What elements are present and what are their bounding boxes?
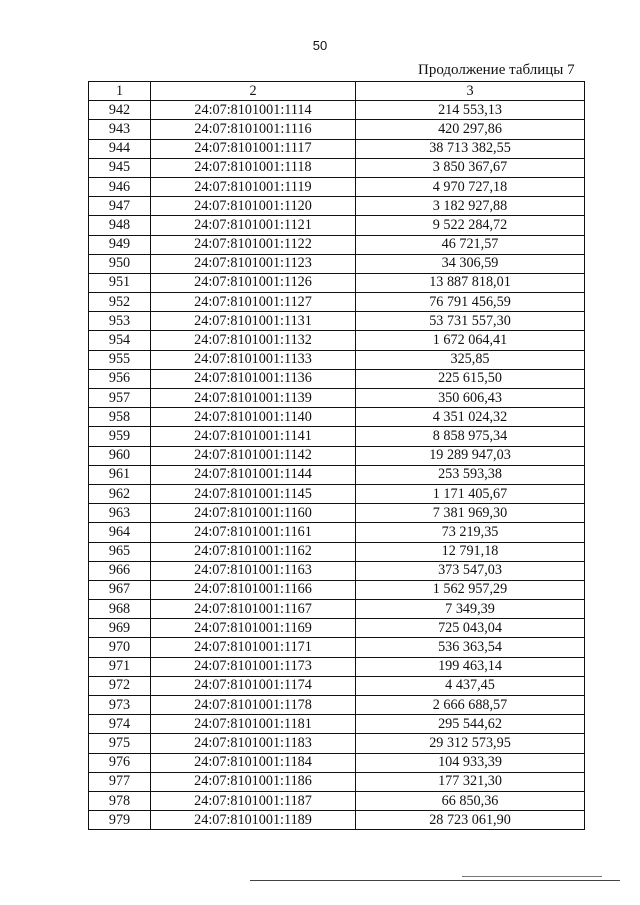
table-row <box>89 350 585 369</box>
value-cell: 7 349,39 <box>356 600 585 619</box>
table-caption: Продолжение таблицы 7 <box>418 62 575 78</box>
row-number-cell: 977 <box>89 772 151 791</box>
table-row <box>89 504 585 523</box>
table-row <box>89 561 585 580</box>
header-col-2: 2 <box>151 82 356 101</box>
row-number-cell: 967 <box>89 580 151 599</box>
value-cell: 3 182 927,88 <box>356 197 585 216</box>
cadastral-number-cell: 24:07:8101001:1161 <box>151 523 356 542</box>
value-cell: 34 306,59 <box>356 254 585 273</box>
table-row <box>89 484 585 503</box>
row-number-cell: 974 <box>89 715 151 734</box>
value-cell: 4 437,45 <box>356 676 585 695</box>
table-row <box>89 312 585 331</box>
value-cell: 325,85 <box>356 350 585 369</box>
table-row <box>89 791 585 810</box>
cadastral-number-cell: 24:07:8101001:1166 <box>151 580 356 599</box>
table-row <box>89 120 585 139</box>
row-number-cell: 947 <box>89 197 151 216</box>
cadastral-number-cell: 24:07:8101001:1122 <box>151 235 356 254</box>
value-cell: 28 723 061,90 <box>356 811 585 830</box>
value-cell: 1 672 064,41 <box>356 331 585 350</box>
value-cell: 2 666 688,57 <box>356 696 585 715</box>
cadastral-number-cell: 24:07:8101001:1184 <box>151 753 356 772</box>
value-cell: 225 615,50 <box>356 369 585 388</box>
value-cell: 8 858 975,34 <box>356 427 585 446</box>
table-row <box>89 657 585 676</box>
row-number-cell: 978 <box>89 791 151 810</box>
table-row <box>89 389 585 408</box>
cadastral-number-cell: 24:07:8101001:1142 <box>151 446 356 465</box>
row-number-cell: 965 <box>89 542 151 561</box>
row-number-cell: 949 <box>89 235 151 254</box>
header-col-1: 1 <box>89 82 151 101</box>
row-number-cell: 964 <box>89 523 151 542</box>
cadastral-number-cell: 24:07:8101001:1189 <box>151 811 356 830</box>
row-number-cell: 969 <box>89 619 151 638</box>
table-row <box>89 273 585 292</box>
row-number-cell: 961 <box>89 465 151 484</box>
table-header <box>89 82 585 101</box>
value-cell: 76 791 456,59 <box>356 293 585 312</box>
value-cell: 12 791,18 <box>356 542 585 561</box>
cadastral-number-cell: 24:07:8101001:1114 <box>151 101 356 120</box>
cadastral-number-cell: 24:07:8101001:1127 <box>151 293 356 312</box>
cadastral-number-cell: 24:07:8101001:1116 <box>151 120 356 139</box>
row-number-cell: 970 <box>89 638 151 657</box>
row-number-cell: 966 <box>89 561 151 580</box>
cadastral-number-cell: 24:07:8101001:1171 <box>151 638 356 657</box>
cadastral-number-cell: 24:07:8101001:1119 <box>151 177 356 196</box>
cadastral-number-cell: 24:07:8101001:1117 <box>151 139 356 158</box>
value-cell: 38 713 382,55 <box>356 139 585 158</box>
value-cell: 53 731 557,30 <box>356 312 585 331</box>
cadastral-number-cell: 24:07:8101001:1174 <box>151 676 356 695</box>
row-number-cell: 958 <box>89 408 151 427</box>
row-number-cell: 979 <box>89 811 151 830</box>
table-row <box>89 772 585 791</box>
table-row <box>89 293 585 312</box>
row-number-cell: 972 <box>89 676 151 695</box>
table-row <box>89 331 585 350</box>
table-row <box>89 177 585 196</box>
value-cell: 4 970 727,18 <box>356 177 585 196</box>
cadastral-number-cell: 24:07:8101001:1136 <box>151 369 356 388</box>
row-number-cell: 971 <box>89 657 151 676</box>
value-cell: 7 381 969,30 <box>356 504 585 523</box>
row-number-cell: 954 <box>89 331 151 350</box>
row-number-cell: 948 <box>89 216 151 235</box>
value-cell: 420 297,86 <box>356 120 585 139</box>
cadastral-number-cell: 24:07:8101001:1163 <box>151 561 356 580</box>
cadastral-number-cell: 24:07:8101001:1162 <box>151 542 356 561</box>
value-cell: 104 933,39 <box>356 753 585 772</box>
cadastral-number-cell: 24:07:8101001:1178 <box>151 696 356 715</box>
value-cell: 199 463,14 <box>356 657 585 676</box>
value-cell: 1 171 405,67 <box>356 484 585 503</box>
table-row <box>89 542 585 561</box>
cadastral-number-cell: 24:07:8101001:1186 <box>151 772 356 791</box>
row-number-cell: 950 <box>89 254 151 273</box>
cadastral-number-cell: 24:07:8101001:1118 <box>151 158 356 177</box>
value-cell: 725 043,04 <box>356 619 585 638</box>
cadastral-number-cell: 24:07:8101001:1133 <box>151 350 356 369</box>
table-row <box>89 197 585 216</box>
cadastral-number-cell: 24:07:8101001:1131 <box>151 312 356 331</box>
value-cell: 295 544,62 <box>356 715 585 734</box>
table-row <box>89 734 585 753</box>
row-number-cell: 962 <box>89 484 151 503</box>
cadastral-number-cell: 24:07:8101001:1126 <box>151 273 356 292</box>
row-number-cell: 959 <box>89 427 151 446</box>
table-row <box>89 638 585 657</box>
value-cell: 9 522 284,72 <box>356 216 585 235</box>
table-row <box>89 619 585 638</box>
value-cell: 3 850 367,67 <box>356 158 585 177</box>
table-row <box>89 753 585 772</box>
cadastral-number-cell: 24:07:8101001:1187 <box>151 791 356 810</box>
value-cell: 46 721,57 <box>356 235 585 254</box>
cadastral-number-cell: 24:07:8101001:1140 <box>151 408 356 427</box>
table-row <box>89 580 585 599</box>
bottom-rule-secondary <box>462 876 602 877</box>
row-number-cell: 963 <box>89 504 151 523</box>
cadastral-number-cell: 24:07:8101001:1173 <box>151 657 356 676</box>
value-cell: 253 593,38 <box>356 465 585 484</box>
cadastral-number-cell: 24:07:8101001:1144 <box>151 465 356 484</box>
cadastral-number-cell: 24:07:8101001:1160 <box>151 504 356 523</box>
value-cell: 350 606,43 <box>356 389 585 408</box>
table-row <box>89 676 585 695</box>
row-number-cell: 955 <box>89 350 151 369</box>
row-number-cell: 956 <box>89 369 151 388</box>
value-cell: 373 547,03 <box>356 561 585 580</box>
row-number-cell: 946 <box>89 177 151 196</box>
cadastral-number-cell: 24:07:8101001:1169 <box>151 619 356 638</box>
row-number-cell: 960 <box>89 446 151 465</box>
table-row <box>89 465 585 484</box>
row-number-cell: 973 <box>89 696 151 715</box>
cadastral-number-cell: 24:07:8101001:1123 <box>151 254 356 273</box>
table-row <box>89 600 585 619</box>
table-row <box>89 235 585 254</box>
value-cell: 177 321,30 <box>356 772 585 791</box>
value-cell: 214 553,13 <box>356 101 585 120</box>
table-row <box>89 101 585 120</box>
value-cell: 19 289 947,03 <box>356 446 585 465</box>
row-number-cell: 968 <box>89 600 151 619</box>
row-number-cell: 976 <box>89 753 151 772</box>
table-row <box>89 715 585 734</box>
cadastral-number-cell: 24:07:8101001:1183 <box>151 734 356 753</box>
value-cell: 536 363,54 <box>356 638 585 657</box>
cadastral-number-cell: 24:07:8101001:1120 <box>151 197 356 216</box>
value-cell: 13 887 818,01 <box>356 273 585 292</box>
value-cell: 29 312 573,95 <box>356 734 585 753</box>
value-cell: 1 562 957,29 <box>356 580 585 599</box>
value-cell: 66 850,36 <box>356 791 585 810</box>
table-row <box>89 216 585 235</box>
table-body <box>89 101 585 830</box>
row-number-cell: 943 <box>89 120 151 139</box>
table-row <box>89 523 585 542</box>
cadastral-number-cell: 24:07:8101001:1145 <box>151 484 356 503</box>
header-row <box>89 82 585 101</box>
table-row <box>89 811 585 830</box>
table-row <box>89 696 585 715</box>
table-row <box>89 446 585 465</box>
table-row <box>89 254 585 273</box>
header-col-3: 3 <box>356 82 585 101</box>
table-row <box>89 158 585 177</box>
row-number-cell: 945 <box>89 158 151 177</box>
cadastral-number-cell: 24:07:8101001:1132 <box>151 331 356 350</box>
row-number-cell: 944 <box>89 139 151 158</box>
row-number-cell: 942 <box>89 101 151 120</box>
cadastral-number-cell: 24:07:8101001:1141 <box>151 427 356 446</box>
table-row <box>89 369 585 388</box>
row-number-cell: 957 <box>89 389 151 408</box>
cadastral-number-cell: 24:07:8101001:1139 <box>151 389 356 408</box>
row-number-cell: 952 <box>89 293 151 312</box>
value-cell: 73 219,35 <box>356 523 585 542</box>
table-row <box>89 408 585 427</box>
row-number-cell: 975 <box>89 734 151 753</box>
data-table <box>88 81 585 830</box>
row-number-cell: 953 <box>89 312 151 331</box>
table-row <box>89 139 585 158</box>
bottom-rule <box>250 880 620 881</box>
table-row <box>89 427 585 446</box>
value-cell: 4 351 024,32 <box>356 408 585 427</box>
cadastral-number-cell: 24:07:8101001:1167 <box>151 600 356 619</box>
row-number-cell: 951 <box>89 273 151 292</box>
cadastral-number-cell: 24:07:8101001:1181 <box>151 715 356 734</box>
cadastral-number-cell: 24:07:8101001:1121 <box>151 216 356 235</box>
page-number: 50 <box>312 38 328 53</box>
